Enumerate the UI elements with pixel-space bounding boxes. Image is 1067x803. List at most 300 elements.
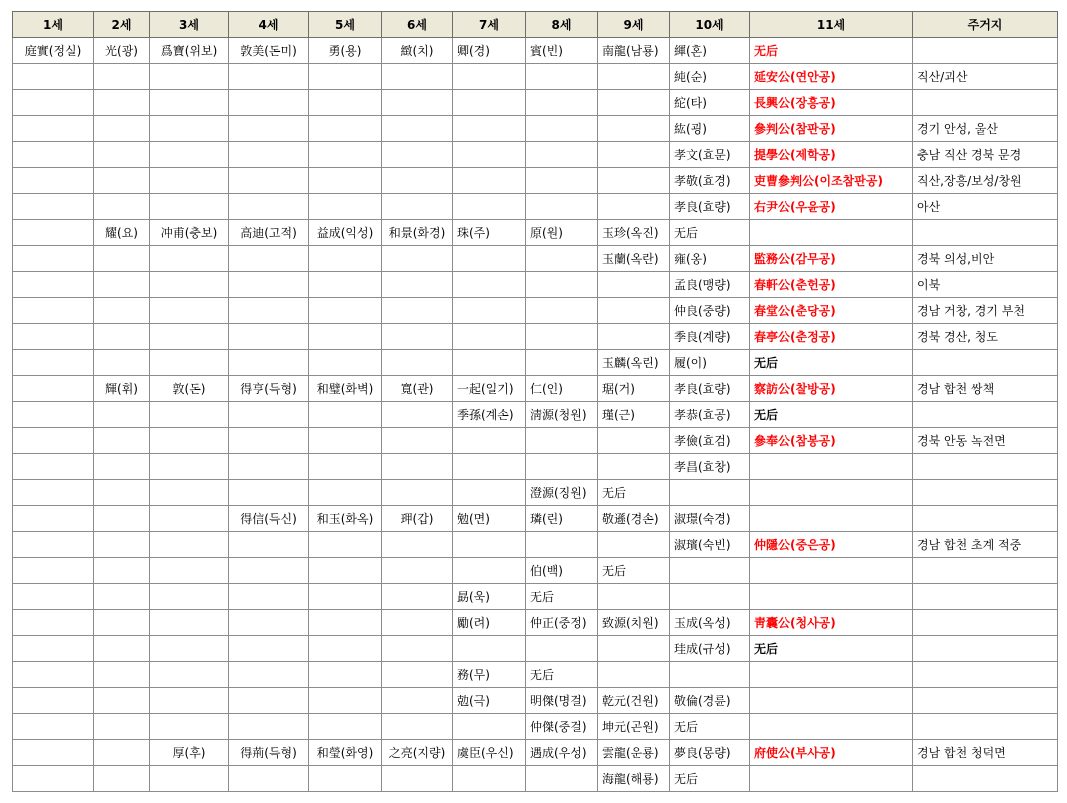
cell-residence	[913, 636, 1058, 662]
cell-generation-1	[13, 324, 94, 350]
cell-generation-5	[309, 454, 382, 480]
table-row	[13, 142, 1058, 168]
cell-residence: 경남 합천 초계 적중	[913, 532, 1058, 558]
cell-generation-7	[453, 454, 526, 480]
cell-generation-2	[94, 740, 150, 766]
cell-generation-4: 高迪(고적)	[229, 220, 309, 246]
cell-generation-9	[598, 116, 670, 142]
cell-generation-3	[150, 454, 229, 480]
cell-generation-11: 春軒公(춘헌공)	[750, 272, 913, 298]
cell-generation-1	[13, 376, 94, 402]
cell-generation-1	[13, 194, 94, 220]
cell-generation-2	[94, 324, 150, 350]
cell-generation-9	[598, 194, 670, 220]
cell-residence	[913, 402, 1058, 428]
cell-generation-6: 緻(치)	[382, 38, 453, 64]
cell-generation-2	[94, 506, 150, 532]
cell-generation-4	[229, 324, 309, 350]
cell-generation-4	[229, 636, 309, 662]
cell-generation-11: 吏曹參判公(이조참판공)	[750, 168, 913, 194]
cell-generation-4: 得信(득신)	[229, 506, 309, 532]
table-row	[13, 636, 1058, 662]
header-generation-9: 9세	[598, 12, 670, 38]
cell-generation-6	[382, 142, 453, 168]
cell-generation-3	[150, 714, 229, 740]
cell-residence	[913, 714, 1058, 740]
cell-generation-9: 乾元(건원)	[598, 688, 670, 714]
cell-generation-1	[13, 64, 94, 90]
cell-generation-2	[94, 636, 150, 662]
cell-generation-6: 寬(관)	[382, 376, 453, 402]
cell-generation-4	[229, 532, 309, 558]
cell-generation-7: 勗(욱)	[453, 584, 526, 610]
cell-generation-5	[309, 610, 382, 636]
cell-generation-9: 雲龍(운룡)	[598, 740, 670, 766]
table-row	[13, 194, 1058, 220]
cell-generation-9: 坤元(곤원)	[598, 714, 670, 740]
cell-generation-7	[453, 272, 526, 298]
cell-generation-10: 夢良(몽량)	[670, 740, 750, 766]
cell-generation-11	[750, 220, 913, 246]
cell-generation-4	[229, 142, 309, 168]
cell-generation-9	[598, 168, 670, 194]
cell-generation-5	[309, 272, 382, 298]
cell-generation-5	[309, 558, 382, 584]
table-row	[13, 402, 1058, 428]
cell-generation-8	[526, 298, 598, 324]
header-generation-8: 8세	[526, 12, 598, 38]
cell-generation-11	[750, 688, 913, 714]
cell-generation-10: 珪成(규성)	[670, 636, 750, 662]
cell-generation-1	[13, 532, 94, 558]
table-row	[13, 64, 1058, 90]
cell-generation-6	[382, 350, 453, 376]
cell-generation-1	[13, 220, 94, 246]
cell-generation-7	[453, 194, 526, 220]
cell-generation-3	[150, 532, 229, 558]
table-row	[13, 38, 1058, 64]
cell-generation-4	[229, 298, 309, 324]
cell-generation-6	[382, 168, 453, 194]
cell-generation-11: 延安公(연안공)	[750, 64, 913, 90]
cell-generation-5	[309, 584, 382, 610]
cell-generation-5	[309, 90, 382, 116]
cell-generation-2	[94, 454, 150, 480]
cell-generation-10: 孝敬(효경)	[670, 168, 750, 194]
cell-generation-3	[150, 402, 229, 428]
cell-residence	[913, 350, 1058, 376]
cell-generation-11: 察訪公(찰방공)	[750, 376, 913, 402]
cell-generation-10: 紽(타)	[670, 90, 750, 116]
cell-generation-10: 雍(옹)	[670, 246, 750, 272]
cell-generation-6	[382, 324, 453, 350]
table-row	[13, 610, 1058, 636]
cell-generation-10: 季良(계량)	[670, 324, 750, 350]
cell-generation-3	[150, 90, 229, 116]
cell-generation-2	[94, 194, 150, 220]
cell-generation-8	[526, 272, 598, 298]
cell-generation-7	[453, 714, 526, 740]
table-row	[13, 324, 1058, 350]
cell-generation-9: 无后	[598, 558, 670, 584]
header-generation-5: 5세	[309, 12, 382, 38]
cell-generation-5	[309, 688, 382, 714]
cell-generation-7	[453, 428, 526, 454]
cell-generation-4	[229, 246, 309, 272]
cell-generation-7: 一起(일기)	[453, 376, 526, 402]
cell-generation-8: 澄源(징원)	[526, 480, 598, 506]
cell-generation-1	[13, 246, 94, 272]
cell-generation-6	[382, 116, 453, 142]
cell-generation-10: 玉成(옥성)	[670, 610, 750, 636]
table-body	[13, 38, 1058, 792]
cell-generation-4	[229, 402, 309, 428]
cell-generation-2: 光(광)	[94, 38, 150, 64]
cell-generation-5	[309, 324, 382, 350]
cell-generation-10: 敬倫(경륜)	[670, 688, 750, 714]
cell-generation-5: 和瑩(화영)	[309, 740, 382, 766]
table-row	[13, 246, 1058, 272]
cell-generation-10: 孝文(효문)	[670, 142, 750, 168]
cell-generation-3	[150, 168, 229, 194]
cell-generation-8: 无后	[526, 662, 598, 688]
cell-generation-11: 提學公(제학공)	[750, 142, 913, 168]
header-generation-1: 1세	[13, 12, 94, 38]
cell-generation-3	[150, 272, 229, 298]
cell-generation-7	[453, 532, 526, 558]
cell-generation-1	[13, 298, 94, 324]
cell-generation-5: 和璧(화벽)	[309, 376, 382, 402]
cell-generation-10: 无后	[670, 714, 750, 740]
cell-generation-1	[13, 90, 94, 116]
cell-generation-6	[382, 246, 453, 272]
cell-generation-10	[670, 558, 750, 584]
cell-generation-10: 孝良(효량)	[670, 194, 750, 220]
cell-generation-7: 珠(주)	[453, 220, 526, 246]
cell-generation-2	[94, 64, 150, 90]
cell-generation-1	[13, 428, 94, 454]
cell-generation-1	[13, 740, 94, 766]
table-row	[13, 532, 1058, 558]
cell-generation-8: 原(원)	[526, 220, 598, 246]
cell-generation-2	[94, 168, 150, 194]
cell-generation-6	[382, 584, 453, 610]
cell-generation-9: 致源(치원)	[598, 610, 670, 636]
cell-generation-2	[94, 350, 150, 376]
cell-generation-11: 右尹公(우윤공)	[750, 194, 913, 220]
cell-generation-7: 勊(극)	[453, 688, 526, 714]
cell-generation-2	[94, 610, 150, 636]
cell-generation-3	[150, 584, 229, 610]
cell-generation-6	[382, 480, 453, 506]
cell-generation-8	[526, 766, 598, 792]
cell-generation-10	[670, 480, 750, 506]
table-row	[13, 90, 1058, 116]
cell-residence	[913, 506, 1058, 532]
cell-generation-7	[453, 246, 526, 272]
cell-generation-9	[598, 64, 670, 90]
cell-residence: 경남 합천 쌍책	[913, 376, 1058, 402]
cell-generation-2	[94, 714, 150, 740]
cell-generation-6: 玾(갑)	[382, 506, 453, 532]
cell-generation-6: 之亮(지량)	[382, 740, 453, 766]
cell-residence: 경남 합천 청덕면	[913, 740, 1058, 766]
cell-generation-11	[750, 662, 913, 688]
cell-generation-10: 孝恭(효공)	[670, 402, 750, 428]
cell-generation-5: 和玉(화옥)	[309, 506, 382, 532]
cell-generation-10: 孟良(맹량)	[670, 272, 750, 298]
cell-residence	[913, 38, 1058, 64]
cell-generation-5: 益成(익성)	[309, 220, 382, 246]
cell-generation-8: 賓(빈)	[526, 38, 598, 64]
cell-generation-2	[94, 298, 150, 324]
cell-generation-6	[382, 428, 453, 454]
cell-generation-1	[13, 688, 94, 714]
cell-generation-5	[309, 142, 382, 168]
cell-generation-3	[150, 246, 229, 272]
cell-generation-11: 參奉公(참봉공)	[750, 428, 913, 454]
cell-generation-5	[309, 402, 382, 428]
cell-residence: 경기 안성, 울산	[913, 116, 1058, 142]
cell-generation-2	[94, 480, 150, 506]
cell-generation-6	[382, 90, 453, 116]
cell-generation-11: 仲隱公(중은공)	[750, 532, 913, 558]
cell-generation-11	[750, 506, 913, 532]
cell-generation-9	[598, 454, 670, 480]
cell-generation-9: 南龍(남룡)	[598, 38, 670, 64]
cell-generation-1	[13, 714, 94, 740]
cell-generation-5	[309, 428, 382, 454]
cell-generation-6	[382, 766, 453, 792]
cell-generation-2	[94, 142, 150, 168]
cell-residence: 경북 의성,비안	[913, 246, 1058, 272]
cell-residence	[913, 610, 1058, 636]
cell-generation-6	[382, 714, 453, 740]
cell-generation-9	[598, 662, 670, 688]
cell-generation-7	[453, 64, 526, 90]
cell-generation-2: 輝(휘)	[94, 376, 150, 402]
cell-generation-4	[229, 688, 309, 714]
table-header	[13, 12, 1058, 38]
cell-generation-8	[526, 324, 598, 350]
cell-generation-3	[150, 766, 229, 792]
cell-residence: 경북 안동 녹전면	[913, 428, 1058, 454]
cell-generation-6	[382, 662, 453, 688]
cell-generation-9: 海龍(해룡)	[598, 766, 670, 792]
cell-generation-8: 璘(린)	[526, 506, 598, 532]
table-row	[13, 220, 1058, 246]
cell-generation-10: 淑璸(숙빈)	[670, 532, 750, 558]
cell-generation-3	[150, 506, 229, 532]
cell-generation-4	[229, 168, 309, 194]
cell-generation-4	[229, 454, 309, 480]
cell-generation-5	[309, 714, 382, 740]
cell-generation-11	[750, 766, 913, 792]
cell-generation-4	[229, 558, 309, 584]
cell-generation-1: 庭實(정실)	[13, 38, 94, 64]
cell-generation-1	[13, 584, 94, 610]
table-row	[13, 662, 1058, 688]
cell-generation-9	[598, 298, 670, 324]
cell-generation-8	[526, 636, 598, 662]
cell-generation-5	[309, 662, 382, 688]
cell-generation-6	[382, 298, 453, 324]
cell-generation-3	[150, 636, 229, 662]
cell-generation-11: 春堂公(춘당공)	[750, 298, 913, 324]
cell-generation-5	[309, 298, 382, 324]
cell-generation-7	[453, 324, 526, 350]
cell-generation-9: 玉珍(옥진)	[598, 220, 670, 246]
cell-residence	[913, 688, 1058, 714]
cell-generation-8	[526, 350, 598, 376]
cell-generation-5	[309, 64, 382, 90]
cell-generation-8: 无后	[526, 584, 598, 610]
cell-generation-1	[13, 506, 94, 532]
cell-generation-7: 卿(경)	[453, 38, 526, 64]
cell-generation-11: 府使公(부사공)	[750, 740, 913, 766]
cell-generation-8	[526, 428, 598, 454]
cell-generation-11: 无后	[750, 636, 913, 662]
table-row	[13, 168, 1058, 194]
cell-generation-11: 監務公(감무공)	[750, 246, 913, 272]
cell-generation-9	[598, 428, 670, 454]
cell-generation-4	[229, 428, 309, 454]
cell-generation-11	[750, 454, 913, 480]
cell-residence	[913, 454, 1058, 480]
cell-residence	[913, 662, 1058, 688]
table-row	[13, 480, 1058, 506]
cell-generation-9: 敬遜(경손)	[598, 506, 670, 532]
cell-generation-2	[94, 116, 150, 142]
table-row	[13, 350, 1058, 376]
cell-generation-4	[229, 272, 309, 298]
cell-generation-8: 遇成(우성)	[526, 740, 598, 766]
cell-generation-6	[382, 610, 453, 636]
header-generation-4: 4세	[229, 12, 309, 38]
cell-generation-11: 无后	[750, 38, 913, 64]
genealogy-table	[12, 11, 1058, 792]
cell-generation-10: 純(순)	[670, 64, 750, 90]
cell-generation-3	[150, 480, 229, 506]
cell-generation-8: 仲傑(중걸)	[526, 714, 598, 740]
cell-generation-2	[94, 766, 150, 792]
cell-generation-5: 勇(용)	[309, 38, 382, 64]
cell-generation-10: 淑璟(숙경)	[670, 506, 750, 532]
cell-generation-10	[670, 584, 750, 610]
cell-generation-8	[526, 168, 598, 194]
cell-generation-7: 季孫(계손)	[453, 402, 526, 428]
cell-generation-7: 虞臣(우신)	[453, 740, 526, 766]
cell-generation-9: 无后	[598, 480, 670, 506]
cell-generation-11: 无后	[750, 350, 913, 376]
cell-generation-1	[13, 610, 94, 636]
cell-generation-2	[94, 558, 150, 584]
cell-generation-6	[382, 64, 453, 90]
cell-generation-3: 爲寶(위보)	[150, 38, 229, 64]
cell-generation-7	[453, 90, 526, 116]
cell-generation-5	[309, 168, 382, 194]
cell-generation-7	[453, 298, 526, 324]
cell-generation-4: 得荊(득형)	[229, 740, 309, 766]
cell-residence	[913, 90, 1058, 116]
header-generation-3: 3세	[150, 12, 229, 38]
cell-residence	[913, 220, 1058, 246]
header-generation-6: 6세	[382, 12, 453, 38]
cell-generation-11: 无后	[750, 402, 913, 428]
cell-generation-6	[382, 454, 453, 480]
cell-generation-6	[382, 272, 453, 298]
table-row	[13, 506, 1058, 532]
cell-generation-3	[150, 662, 229, 688]
cell-generation-9	[598, 584, 670, 610]
table-row	[13, 428, 1058, 454]
cell-generation-9	[598, 324, 670, 350]
cell-generation-2	[94, 246, 150, 272]
cell-generation-10	[670, 662, 750, 688]
cell-generation-10: 孝良(효량)	[670, 376, 750, 402]
cell-generation-1	[13, 454, 94, 480]
cell-generation-2: 耀(요)	[94, 220, 150, 246]
cell-generation-5	[309, 116, 382, 142]
cell-generation-7: 勉(면)	[453, 506, 526, 532]
cell-generation-4	[229, 64, 309, 90]
cell-generation-8	[526, 64, 598, 90]
cell-generation-11	[750, 558, 913, 584]
cell-generation-5	[309, 194, 382, 220]
cell-generation-1	[13, 272, 94, 298]
cell-generation-5	[309, 636, 382, 662]
cell-generation-3	[150, 610, 229, 636]
cell-generation-2	[94, 272, 150, 298]
cell-generation-7	[453, 480, 526, 506]
cell-generation-1	[13, 116, 94, 142]
cell-generation-1	[13, 350, 94, 376]
cell-generation-5	[309, 480, 382, 506]
cell-generation-4: 敦美(돈미)	[229, 38, 309, 64]
cell-generation-4	[229, 90, 309, 116]
cell-generation-5	[309, 532, 382, 558]
cell-generation-11: 參判公(참판공)	[750, 116, 913, 142]
cell-generation-6: 和景(화경)	[382, 220, 453, 246]
cell-residence	[913, 766, 1058, 792]
table-row	[13, 272, 1058, 298]
cell-generation-4	[229, 480, 309, 506]
header-generation-7: 7세	[453, 12, 526, 38]
cell-residence: 아산	[913, 194, 1058, 220]
cell-generation-9	[598, 636, 670, 662]
cell-generation-2	[94, 428, 150, 454]
cell-generation-3	[150, 64, 229, 90]
cell-generation-3	[150, 558, 229, 584]
cell-generation-7	[453, 766, 526, 792]
cell-generation-2	[94, 688, 150, 714]
cell-generation-4	[229, 350, 309, 376]
cell-generation-8	[526, 532, 598, 558]
cell-generation-9	[598, 272, 670, 298]
cell-generation-1	[13, 402, 94, 428]
cell-generation-4	[229, 714, 309, 740]
cell-generation-6	[382, 532, 453, 558]
cell-generation-3: 冲甫(충보)	[150, 220, 229, 246]
cell-generation-5	[309, 766, 382, 792]
cell-generation-8	[526, 142, 598, 168]
cell-generation-4	[229, 194, 309, 220]
header-generation-11: 11세	[750, 12, 913, 38]
cell-residence: 경남 거창, 경기 부천	[913, 298, 1058, 324]
table-row	[13, 558, 1058, 584]
cell-generation-1	[13, 766, 94, 792]
cell-residence: 충남 직산 경북 문경	[913, 142, 1058, 168]
